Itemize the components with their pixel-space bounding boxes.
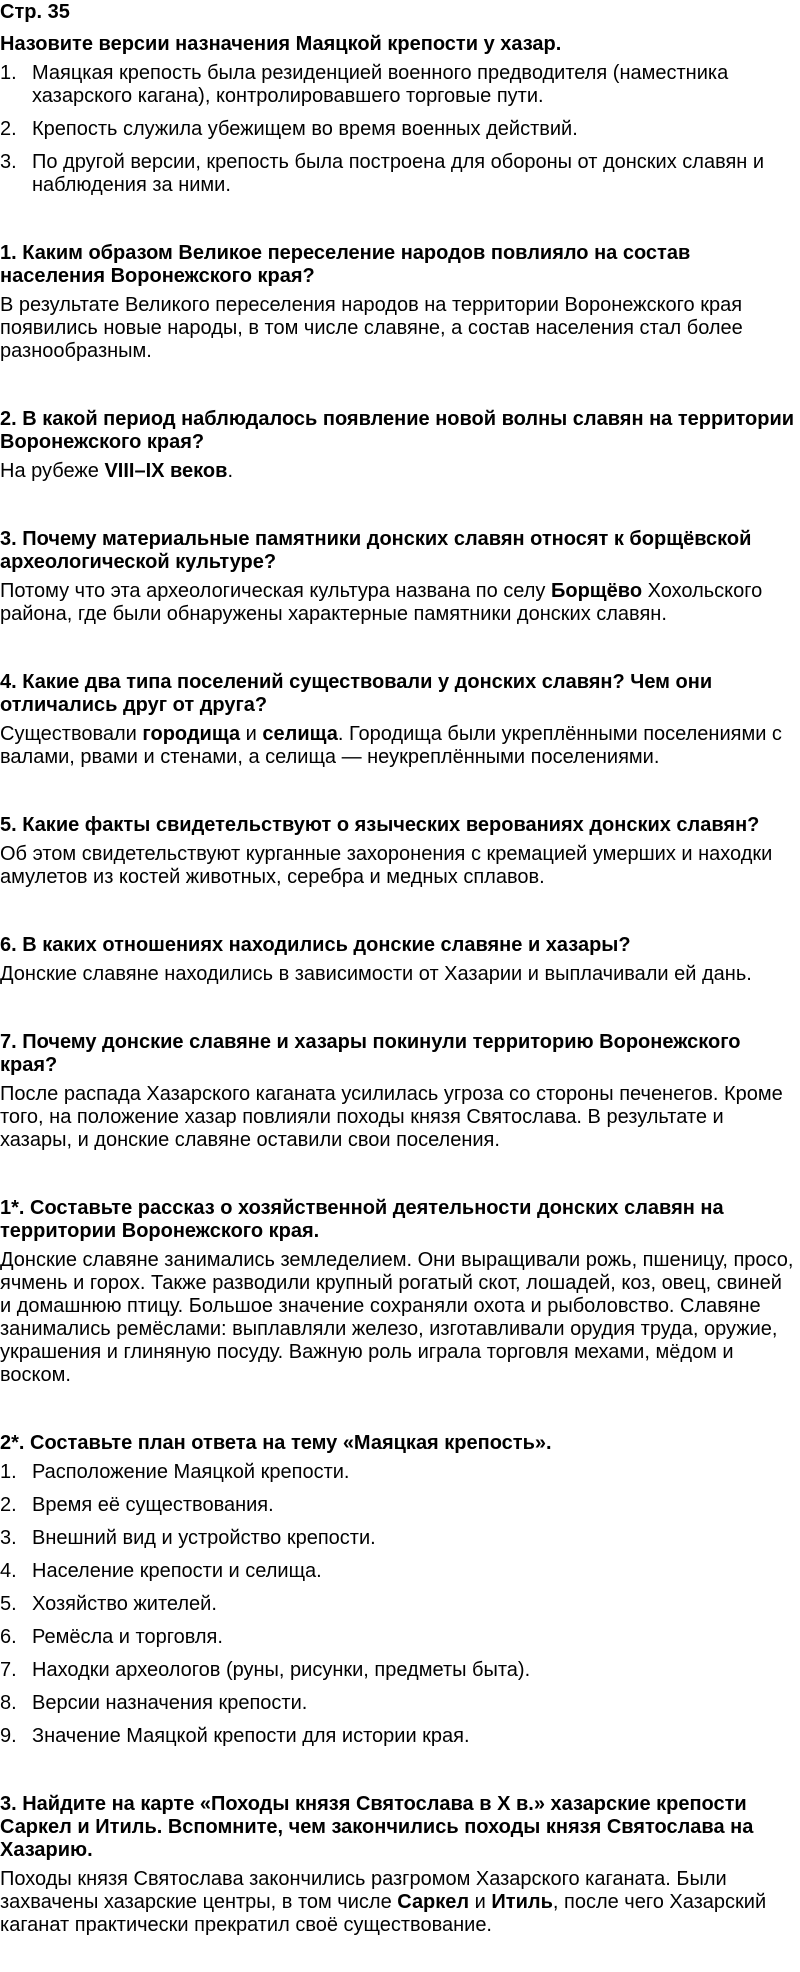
list-item-number: 4. <box>0 1560 17 1582</box>
section-q1 <box>0 242 795 363</box>
list-item <box>0 1725 795 1748</box>
question-3: 3. Почему материальные памятники донских славян относят к борщёвской археологической культуре? <box>0 528 752 573</box>
answer-7: После распада Хазарского каганата усилилась угроза со стороны печенегов. Кроме того, на положение хазар повлияли походы князя Святослава. В результате и хазары, и донские славяне оставили свои поселения. <box>0 1083 783 1151</box>
section-q1-star <box>0 1197 795 1387</box>
answer-4 <box>0 723 795 769</box>
answer-highlight: городища <box>142 723 241 745</box>
answer-5: Об этом свидетельствуют курганные захоронения с кремацией умерших и находки амулетов из костей животных, серебра и медных сплавов. <box>0 843 773 888</box>
list-item-number: 8. <box>0 1692 17 1714</box>
list-item-text: Расположение Маяцкой крепости. <box>32 1461 350 1483</box>
list-item-text: Ремёсла и торговля. <box>32 1626 223 1648</box>
list-item-text: Версии назначения крепости. <box>32 1692 308 1714</box>
answer-text: Потому что эта археологическая культура названа по селу <box>0 580 551 602</box>
list-item-number: 1. <box>0 1461 17 1483</box>
question-7: 7. Почему донские славяне и хазары покинули территорию Воронежского края? <box>0 1031 741 1076</box>
answer-2 <box>0 460 795 483</box>
list-item <box>0 1593 795 1616</box>
list-item <box>0 1560 795 1583</box>
spacer <box>0 626 795 671</box>
question-5: 5. Какие факты свидетельствуют о языческих верованиях донских славян? <box>0 814 760 836</box>
list-item-number: 3. <box>0 1527 17 1549</box>
list-item-number: 2. <box>0 1494 17 1516</box>
section-q3 <box>0 528 795 626</box>
list-item <box>0 1527 795 1550</box>
section-q2 <box>0 408 795 483</box>
section-q5 <box>0 814 795 889</box>
intro-list <box>0 62 795 197</box>
answer-highlight: VIII–IX веков <box>104 460 228 482</box>
section-q2-star <box>0 1432 795 1748</box>
answer-6: Донские славяне находились в зависимости от Хазарии и выплачивали ей дань. <box>0 963 752 985</box>
list-item-text: Население крепости и селища. <box>32 1560 322 1582</box>
section-q7 <box>0 1031 795 1152</box>
answer-text: . <box>227 460 233 482</box>
list-item-number: 2. <box>0 118 17 140</box>
answer-3 <box>0 580 795 626</box>
list-item-number: 3. <box>0 151 17 173</box>
answer-text: , после чего Хазарский каганат практически прекратил своё существование. <box>0 1891 767 1936</box>
answer-text: и <box>240 723 263 745</box>
question-intro: Назовите версии назначения Маяцкой крепости у хазар. <box>0 33 562 55</box>
list-item <box>0 1494 795 1517</box>
spacer <box>0 1387 795 1432</box>
section-q6 <box>0 934 795 986</box>
list-item <box>0 1626 795 1649</box>
list-item-text: Внешний вид и устройство крепости. <box>32 1527 376 1549</box>
list-item-text: Крепость служила убежищем во время военных действий. <box>32 118 578 140</box>
question-1-star: 1*. Составьте рассказ о хозяйственной деятельности донских славян на территории Воронежского края. <box>0 1197 724 1242</box>
spacer <box>0 889 795 934</box>
list-item-text: Маяцкая крепость была резиденцией военного предводителя (наместника хазарского кагана), контролировавшего торговые пути. <box>32 62 729 107</box>
list-item-number: 5. <box>0 1593 17 1615</box>
answer-highlight: Борщёво <box>550 580 643 602</box>
list-item-text: По другой версии, крепость была построена для обороны от донских славян и наблюдения за ними. <box>32 151 765 196</box>
spacer <box>0 483 795 528</box>
list-item <box>0 1461 795 1484</box>
list-item-text: Хозяйство жителей. <box>32 1593 217 1615</box>
question-2-star: 2*. Составьте план ответа на тему «Маяцкая крепость». <box>0 1432 552 1454</box>
list-item <box>0 118 795 141</box>
list-item-text: Значение Маяцкой крепости для истории края. <box>32 1725 470 1747</box>
section-q3-map <box>0 1793 795 1937</box>
spacer <box>0 769 795 814</box>
answer-text: . Городища были укреплёнными поселениями с валами, рвами и стенами, а селища — неукреплёнными поселениями. <box>0 723 782 768</box>
list-item <box>0 151 795 197</box>
answer-text: и <box>469 1891 492 1913</box>
answer-text: Хохольского района, где были обнаружены характерные памятники донских славян. <box>0 580 763 625</box>
page-title: Стр. 35 <box>0 1 70 23</box>
list-item <box>0 1692 795 1715</box>
answer-highlight: селища <box>262 723 338 745</box>
spacer <box>0 363 795 408</box>
answer-highlight: Саркел <box>397 1891 470 1913</box>
list-item-number: 9. <box>0 1725 17 1747</box>
answer-1-star: Донские славяне занимались земледелием. Они выращивали рожь, пшеницу, просо, ячмень и горох. Также разводили крупный рогатый скот, лошадей, коз, овец, свиней и домашнюю птицу. Большое значение сохраняли охота и рыболовство. Славяне занимались ремёслами: выплавляли железо, изготавливали орудия труда, оружие, украшения и глиняную посуду. Важную роль играла торговля мехами, мёдом и воском. <box>0 1249 794 1386</box>
question-4: 4. Какие два типа поселений существовали у донских славян? Чем они отличались друг от друга? <box>0 671 713 716</box>
question-3-map: 3. Найдите на карте «Походы князя Святослава в X в.» хазарские крепости Саркел и Итиль. Вспомните, чем закончились походы князя Святослава на Хазарию. <box>0 1793 754 1861</box>
list-item-number: 6. <box>0 1626 17 1648</box>
answer-text: На рубеже <box>0 460 105 482</box>
spacer <box>0 986 795 1031</box>
spacer <box>0 197 795 242</box>
answer-1: В результате Великого переселения народов на территории Воронежского края появились новые народы, в том числе славяне, а состав населения стал более разнообразным. <box>0 294 743 362</box>
list-item-text: Время её существования. <box>32 1494 274 1516</box>
answer-text: Походы князя Святослава закончились разгромом Хазарского каганата. Были захвачены хазарские центры, в том числе <box>0 1868 727 1913</box>
section-q4 <box>0 671 795 769</box>
answer-text: Существовали <box>0 723 143 745</box>
list-item <box>0 62 795 108</box>
question-6: 6. В каких отношениях находились донские славяне и хазары? <box>0 934 631 956</box>
answer-3-map <box>0 1868 795 1937</box>
list-item-number: 1. <box>0 62 17 84</box>
question-1: 1. Каким образом Великое переселение народов повлияло на состав населения Воронежского края? <box>0 242 691 287</box>
answer-highlight: Итиль <box>491 1891 553 1913</box>
list-item <box>0 1659 795 1682</box>
list-item-text: Находки археологов (руны, рисунки, предметы быта). <box>32 1659 531 1681</box>
spacer <box>0 1152 795 1197</box>
question-2: 2. В какой период наблюдалось появление новой волны славян на территории Воронежского края? <box>0 408 795 453</box>
list-item-number: 7. <box>0 1659 17 1681</box>
spacer <box>0 1748 795 1793</box>
plan-list <box>0 1461 795 1748</box>
section-intro <box>0 33 795 197</box>
